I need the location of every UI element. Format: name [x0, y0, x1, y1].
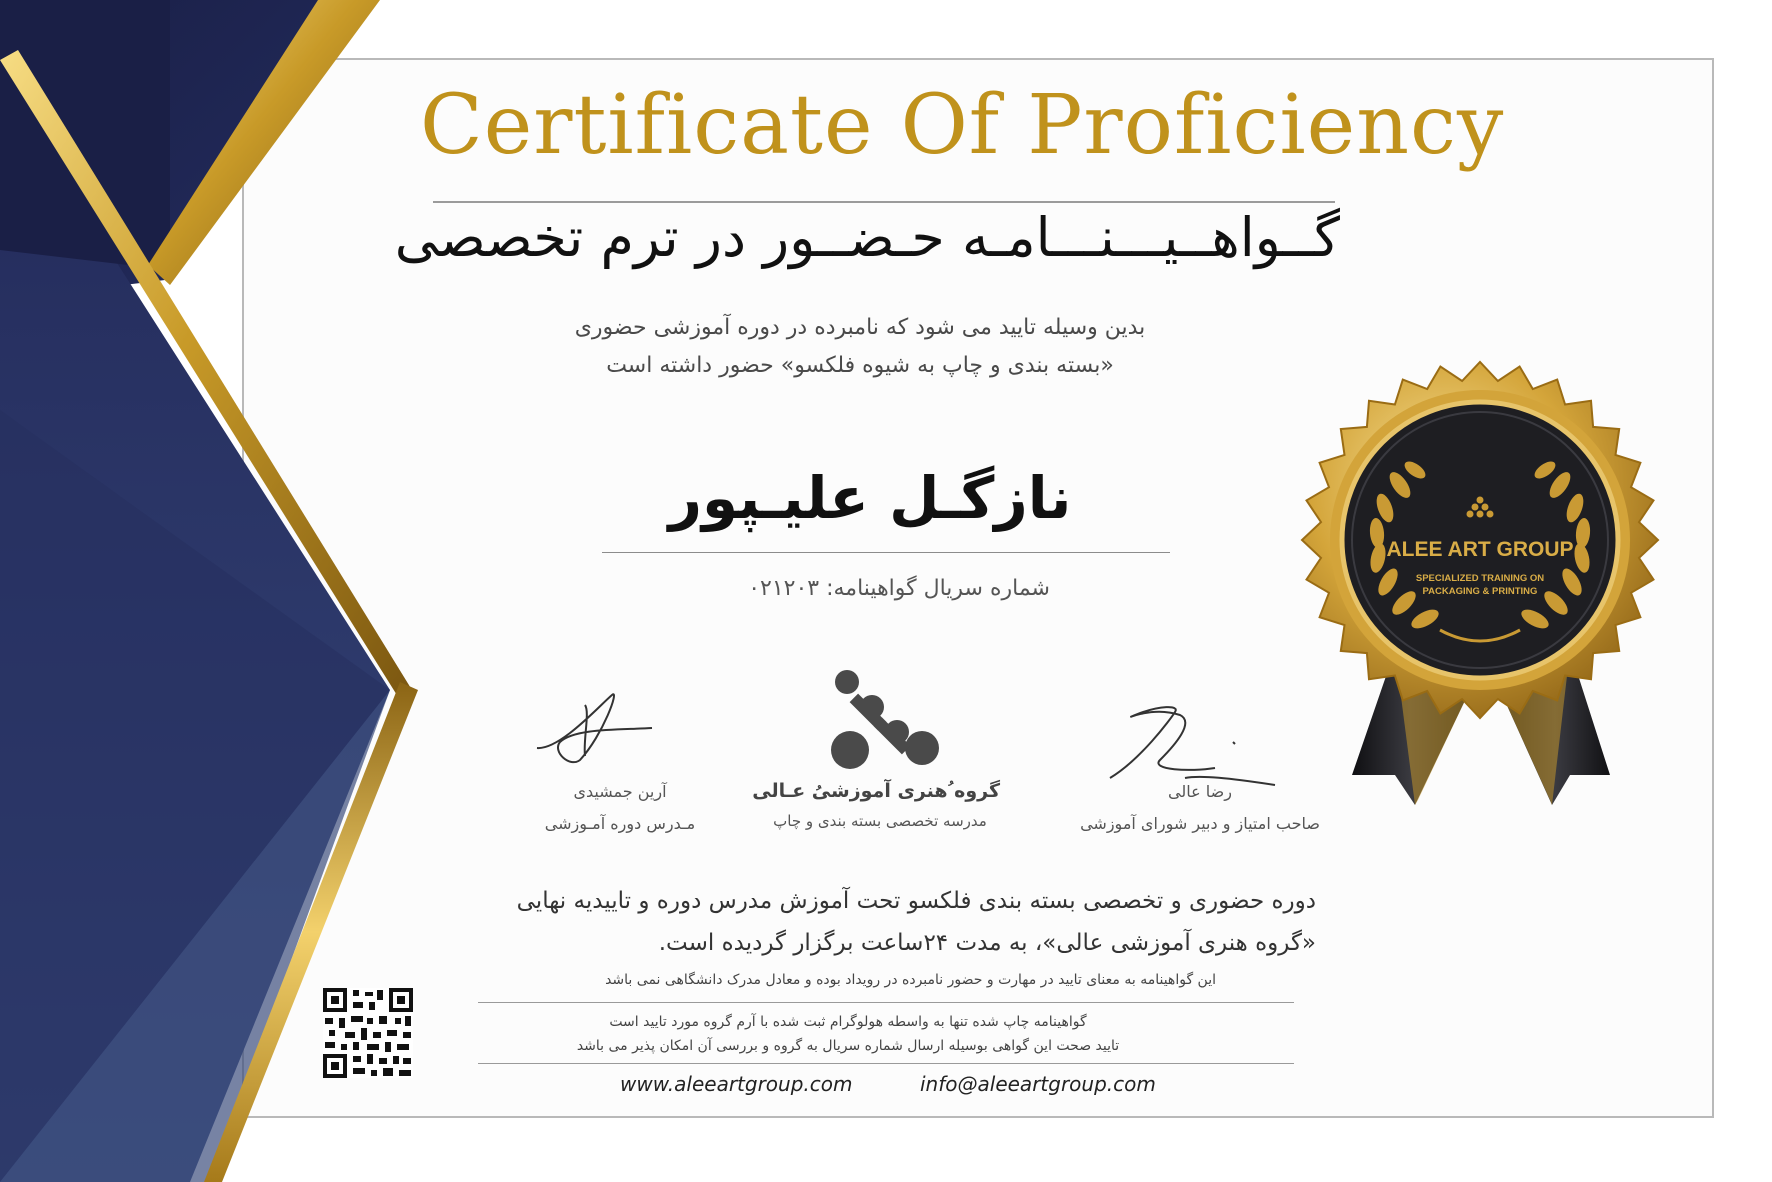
serial-number: ۰۲۱۲۰۳	[748, 576, 820, 601]
school-subtitle: مدرسه تخصصی بسته بندی و چاپ	[773, 812, 987, 830]
recipient-name: نازگـل علیـپور	[668, 464, 1072, 532]
qr-code-icon	[323, 988, 413, 1078]
seal-tagline-2: PACKAGING & PRINTING	[1422, 586, 1538, 597]
verification-line-2: تایید صحت این گواهی بوسیله ارسال شماره سریال به گروه و بررسی آن امکان پذیر می باشد	[576, 1038, 1120, 1054]
signature-left-name: آرین جمشیدی	[573, 782, 667, 801]
seal-mini-logo	[1467, 497, 1494, 518]
verification-line-1: گواهینامه چاپ شده تنها به واسطه هولوگرام ثبت شده با آرم گروه مورد تایید است	[609, 1014, 1087, 1030]
verification-note	[480, 1010, 1216, 1058]
molecule-dots-logo	[831, 670, 939, 769]
seal-brand: ALEE ART GROUP	[1386, 538, 1574, 561]
footer-divider-2	[478, 1063, 1294, 1064]
intro-text	[520, 309, 1200, 385]
signature-left-role: مـدرس دوره آمـوزشی	[544, 814, 696, 833]
certificate-subtitle: گــواهــیـــنـــامـه حـضــور در ترم تخصصی	[394, 206, 1340, 269]
intro-line-2: «بسته بندی و چاپ به شیوه فلکسو» حضور داشته است	[606, 353, 1114, 378]
serial-row	[660, 576, 1050, 601]
name-divider	[602, 552, 1170, 553]
school-name: گروه ُهنری آموزشیُ عـالی	[752, 780, 1000, 802]
course-description	[440, 880, 1316, 964]
title-divider	[433, 201, 1335, 203]
seal-badge-face	[1330, 390, 1630, 690]
seal-tagline-1: SPECIALIZED TRAINING ON	[1415, 573, 1545, 584]
course-line-2: «گروه هنری آموزشی عالی»، به مدت ۲۴ساعت برگزار گردیده است.	[658, 930, 1316, 956]
certificate-title: Certificate Of Proficiency	[420, 78, 1505, 173]
serial-label: شماره سریال گواهینامه:	[826, 576, 1050, 601]
signature-right-name: رضا عالی	[1168, 782, 1232, 801]
intro-line-1: بدین وسیله تایید می شود که نامبرده در دوره آموزشی حضوری	[574, 315, 1146, 340]
disclaimer-note: این گواهینامه به معنای تایید در مهارت و حضور نامبرده در رویداد بوده و معادل مدرک دانشگاهی نمی باشد	[605, 972, 1216, 988]
website-link[interactable]: www.aleeartgroup.com	[620, 1072, 853, 1096]
footer-divider-1	[478, 1002, 1294, 1003]
course-line-1: دوره حضوری و تخصصی بسته بندی فلکسو تحت آموزش مدرس دوره و تاییدیه نهایی	[516, 888, 1316, 914]
signature-right-role: صاحب امتیاز و دبیر شورای آموزشی	[1080, 814, 1320, 833]
signature-right	[1110, 707, 1275, 785]
email-link[interactable]: info@aleeartgroup.com	[920, 1072, 1156, 1096]
signature-left	[537, 694, 652, 762]
